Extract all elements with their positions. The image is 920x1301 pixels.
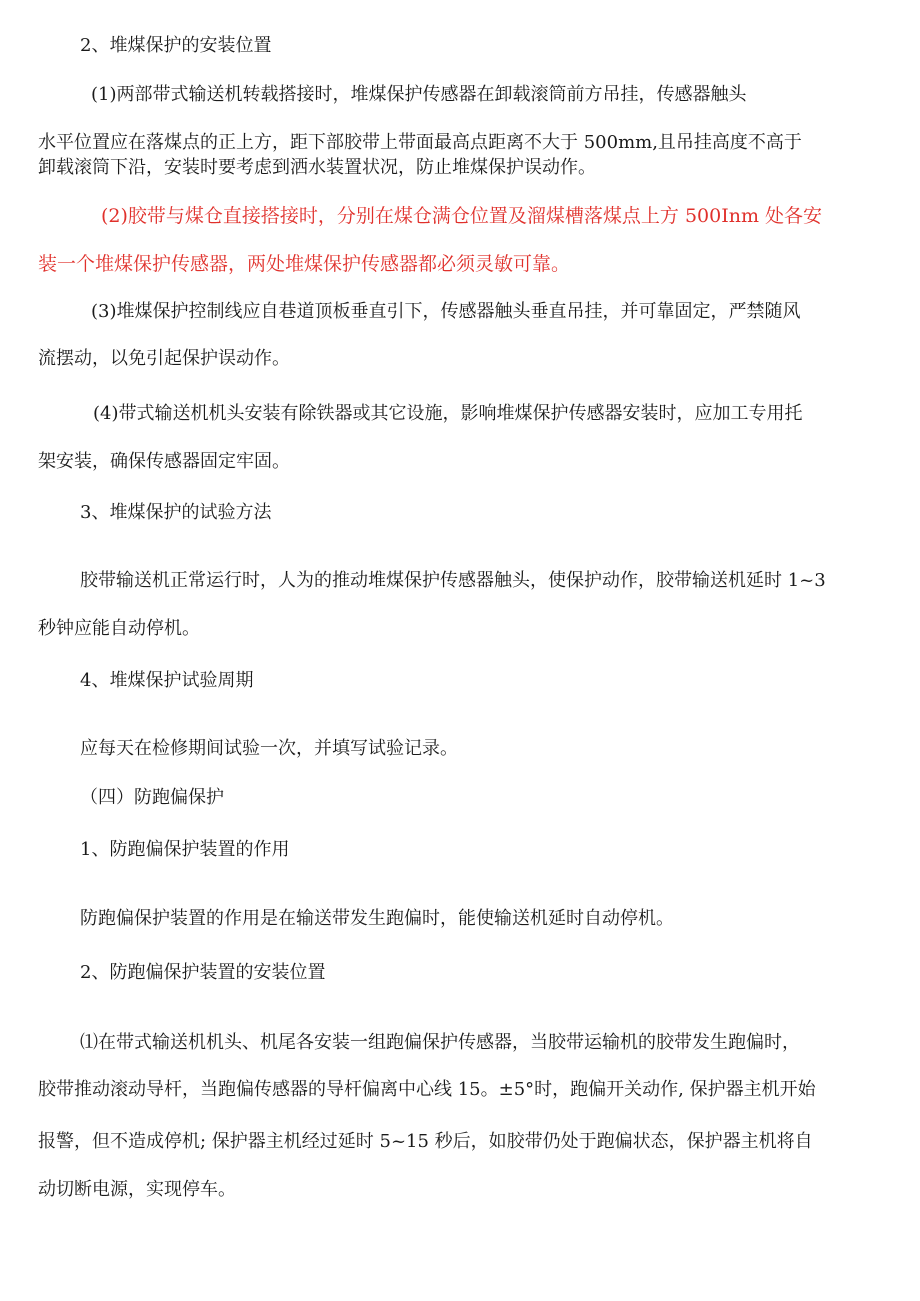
- device-install-line-3: 报警，但不造成停机; 保护器主机经过延时 5~15 秒后，如胶带仍处于跑偏状态，保护器主机将自: [38, 1131, 813, 1152]
- paragraph-3-line-2: 流摆动，以免引起保护误动作。: [38, 348, 290, 369]
- heading-device-install: 2、防跑偏保护装置的安装位置: [80, 962, 326, 983]
- paragraph-1-line-2: 水平位置应在落煤点的正上方，距下部胶带上带面最高点距离不大于 500mm,且吊挂高度不高于: [38, 132, 802, 153]
- heading-test-period: 4、堆煤保护试验周期: [80, 670, 254, 691]
- paragraph-2-line-1-highlighted: (2)胶带与煤仓直接搭接时，分别在煤仓满仓位置及溜煤槽落煤点上方 500Inm 处各安: [101, 205, 823, 227]
- paragraph-4-line-2: 架安装，确保传感器固定牢固。: [38, 451, 290, 472]
- paragraph-4-line-1: (4)带式输送机机头安装有除铁器或其它设施，影响堆煤保护传感器安装时，应加工专用托: [93, 403, 803, 424]
- device-install-line-4: 动切断电源，实现停车。: [38, 1179, 236, 1200]
- section-heading-anti-deviation: （四）防跑偏保护: [80, 787, 224, 808]
- heading-install-position: 2、堆煤保护的安装位置: [80, 35, 272, 56]
- paragraph-1-line-1: (1)两部带式输送机转载搭接时，堆煤保护传感器在卸载滚筒前方吊挂，传感器触头: [91, 84, 747, 105]
- heading-test-method: 3、堆煤保护的试验方法: [80, 502, 272, 523]
- paragraph-3-line-1: (3)堆煤保护控制线应自巷道顶板垂直引下，传感器触头垂直吊挂，并可靠固定，严禁随风: [91, 301, 801, 322]
- heading-device-function: 1、防跑偏保护装置的作用: [80, 839, 290, 860]
- test-method-line-2: 秒钟应能自动停机。: [38, 618, 200, 639]
- device-function-text: 防跑偏保护装置的作用是在输送带发生跑偏时，能使输送机延时自动停机。: [80, 908, 674, 929]
- device-install-line-1: ⑴在带式输送机机头、机尾各安装一组跑偏保护传感器，当胶带运输机的胶带发生跑偏时，: [80, 1032, 800, 1053]
- device-install-line-2: 胶带推动滚动导杆，当跑偏传感器的导杆偏离中心线 15。±5°时，跑偏开关动作, 保护器主机开始: [38, 1079, 816, 1100]
- paragraph-1-line-3: 卸载滚筒下沿，安装时要考虑到洒水装置状况，防止堆煤保护误动作。: [38, 157, 596, 178]
- test-period-text: 应每天在检修期间试验一次，并填写试验记录。: [80, 738, 458, 759]
- paragraph-2-line-2-highlighted: 装一个堆煤保护传感器，两处堆煤保护传感器都必须灵敏可靠。: [38, 253, 571, 275]
- test-method-line-1: 胶带输送机正常运行时，人为的推动堆煤保护传感器触头，使保护动作，胶带输送机延时 1~3: [80, 570, 826, 591]
